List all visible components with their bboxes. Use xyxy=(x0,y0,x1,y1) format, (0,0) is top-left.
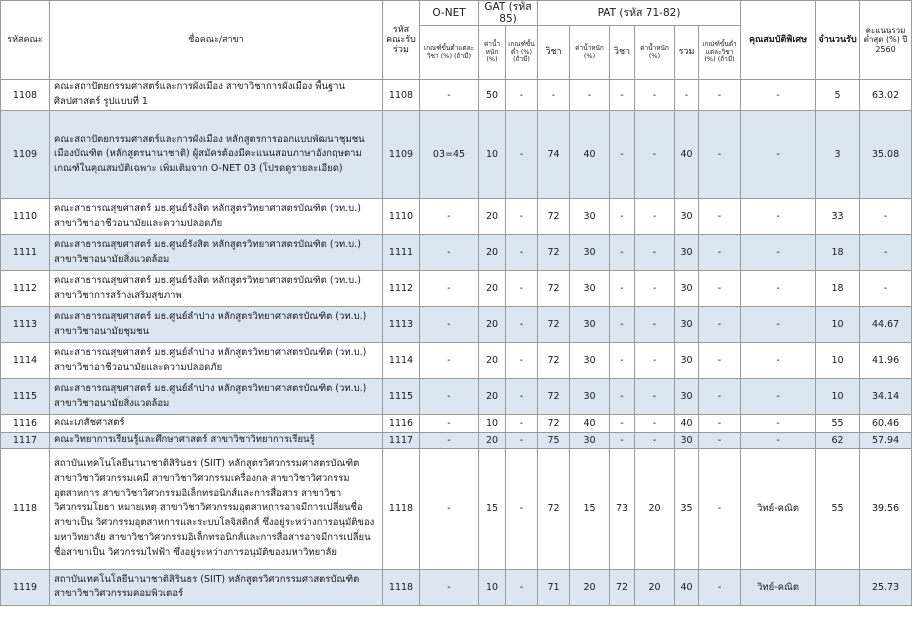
cell-gat-min: - xyxy=(506,307,538,343)
cell-pat-weight-1: 30 xyxy=(570,343,610,379)
cell-pat-total: 30 xyxy=(675,235,699,271)
cell-gat-weight: 20 xyxy=(479,235,506,271)
cell-pat-subject-1: 72 xyxy=(538,379,570,415)
cell-pat-weight-1: 30 xyxy=(570,433,610,449)
cell-pat-weight-2: - xyxy=(635,111,675,199)
cell-pat-min: - xyxy=(699,379,741,415)
cell-onet: - xyxy=(420,235,479,271)
cell-pat-subject-1: 72 xyxy=(538,307,570,343)
cell-pat-weight-2: - xyxy=(635,235,675,271)
cell-name: คณะสาธารณสุขศาสตร์ มธ.ศูนย์ลำปาง หลักสูตรวิทยาศาสตรบัณฑิต (วท.บ.) สาขาวิชาอนามัยสิ่งแวดล้อม xyxy=(50,379,383,415)
table-row xyxy=(1,271,912,307)
cell-quota: 18 xyxy=(816,271,860,307)
cell-pat-total: 35 xyxy=(675,448,699,569)
header-quota: จำนวนรับ xyxy=(816,1,860,80)
cell-pat-total: 30 xyxy=(675,307,699,343)
cell-pat-total: 30 xyxy=(675,379,699,415)
cell-pat-weight-2: - xyxy=(635,307,675,343)
cell-name: คณะสถาปัตยกรรมศาสตร์และการผังเมือง สาขาวิชาการผังเมือง พื้นฐานศิลปศาสตร์ รูปแบบที่ 1 xyxy=(50,80,383,111)
cell-pat-weight-1: 30 xyxy=(570,307,610,343)
cell-pat-total: - xyxy=(675,80,699,111)
cell-onet: 03=45 xyxy=(420,111,479,199)
cell-special: - xyxy=(741,271,816,307)
cell-code: 1118 xyxy=(1,448,50,569)
cell-combined-code: 1112 xyxy=(383,271,420,307)
cell-pat-subject-1: 74 xyxy=(538,111,570,199)
table-row xyxy=(1,343,912,379)
cell-quota: 10 xyxy=(816,343,860,379)
cell-gat-min: - xyxy=(506,235,538,271)
cell-combined-code: 1111 xyxy=(383,235,420,271)
cell-quota: 10 xyxy=(816,307,860,343)
cell-onet: - xyxy=(420,80,479,111)
cell-onet: - xyxy=(420,569,479,605)
cell-gat-weight: 20 xyxy=(479,199,506,235)
cell-onet: - xyxy=(420,199,479,235)
cell-gat-weight: 15 xyxy=(479,448,506,569)
cell-code: 1109 xyxy=(1,111,50,199)
cell-name: สถาบันเทคโนโลยีนานาชาติสิรินธร (SIIT) หลักสูตรวิศวกรรมศาสตรบัณฑิตสาขาวิชาวิศวกรรมคอมพิวเตอร์ xyxy=(50,569,383,605)
cell-min-score: - xyxy=(860,199,912,235)
cell-gat-weight: 10 xyxy=(479,569,506,605)
cell-combined-code: 1110 xyxy=(383,199,420,235)
cell-pat-total: 40 xyxy=(675,111,699,199)
table-row xyxy=(1,307,912,343)
cell-gat-min: - xyxy=(506,433,538,449)
cell-code: 1115 xyxy=(1,379,50,415)
cell-special: - xyxy=(741,235,816,271)
cell-name: คณะสาธารณสุขศาสตร์ มธ.ศูนย์รังสิต หลักสูตรวิทยาศาสตรบัณฑิต (วท.บ.) สาขาวิชาอาชีวอนามัยและความปลอดภัย xyxy=(50,199,383,235)
cell-combined-code: 1109 xyxy=(383,111,420,199)
cell-onet: - xyxy=(420,415,479,433)
cell-name: คณะสาธารณสุขศาสตร์ มธ.ศูนย์รังสิต หลักสูตรวิทยาศาสตรบัณฑิต (วท.บ.) สาขาวิชาอนามัยสิ่งแวดล้อม xyxy=(50,235,383,271)
cell-quota: 10 xyxy=(816,379,860,415)
cell-combined-code: 1114 xyxy=(383,343,420,379)
cell-pat-min: - xyxy=(699,343,741,379)
table-row xyxy=(1,199,912,235)
header-pat-min: เกณฑ์ขั้นต่ำแต่ละวิชา (%) (ถ้ามี) xyxy=(699,26,741,80)
cell-gat-weight: 20 xyxy=(479,379,506,415)
cell-code: 1112 xyxy=(1,271,50,307)
cell-quota: 3 xyxy=(816,111,860,199)
header-pat-subject-1: วิชา xyxy=(538,26,570,80)
cell-pat-subject-1: - xyxy=(538,80,570,111)
cell-special: - xyxy=(741,199,816,235)
cell-min-score: - xyxy=(860,235,912,271)
cell-pat-total: 30 xyxy=(675,199,699,235)
cell-pat-subject-2: - xyxy=(610,343,635,379)
cell-pat-subject-2: - xyxy=(610,415,635,433)
cell-pat-min: - xyxy=(699,433,741,449)
cell-pat-subject-1: 72 xyxy=(538,415,570,433)
table-row xyxy=(1,569,912,605)
cell-code: 1119 xyxy=(1,569,50,605)
header-pat-subject-2: วิชา xyxy=(610,26,635,80)
cell-name: คณะวิทยาการเรียนรู้และศึกษาศาสตร์ สาขาวิชาวิทยาการเรียนรู้ xyxy=(50,433,383,449)
cell-pat-total: 40 xyxy=(675,415,699,433)
cell-pat-subject-2: - xyxy=(610,271,635,307)
cell-special: วิทย์-คณิต xyxy=(741,448,816,569)
cell-code: 1111 xyxy=(1,235,50,271)
cell-gat-min: - xyxy=(506,415,538,433)
cell-special: - xyxy=(741,111,816,199)
cell-special: - xyxy=(741,415,816,433)
cell-name: สถาบันเทคโนโลยีนานาชาติสิรินธร (SIIT) หลักสูตรวิศวกรรมศาสตรบัณฑิต สาขาวิชาวิศวกรรมเคมี สาขาวิชาวิศวกรรมเครื่องกล สาขาวิชาวิศวกรรมอุตสาหการ สาขาวิชาวิศวกรรมอิเล็กทรอนิกส์และการสื่อสาร สาขาวิชาวิศวกรรมโยธา หมายเหตุ สาขาวิชาวิศวกรรมอุตสาหการอาจมีการเปลี่ยนชื่อสาขาเป็น วิศวกรรมอุตสาหการและระบบโลจิสติกส์ ซึ่งอยู่ระหว่างการอนุมัติของมหาวิทยาลัย สาขาวิชาวิศวกรรมอิเล็กทรอนิกส์และการสื่อสารอาจมีการเปลี่ยนชื่อสาขาเป็น วิศวกรรมไฟฟ้า ซึ่งอยู่ระหว่างการอนุมัติของมหาวิทยาลัย xyxy=(50,448,383,569)
cell-pat-subject-1: 72 xyxy=(538,199,570,235)
cell-gat-min: - xyxy=(506,343,538,379)
cell-pat-subject-1: 75 xyxy=(538,433,570,449)
cell-pat-min: - xyxy=(699,448,741,569)
table-row xyxy=(1,235,912,271)
cell-min-score: 35.08 xyxy=(860,111,912,199)
cell-pat-subject-2: 73 xyxy=(610,448,635,569)
cell-code: 1114 xyxy=(1,343,50,379)
cell-pat-subject-1: 72 xyxy=(538,448,570,569)
cell-min-score: 41.96 xyxy=(860,343,912,379)
cell-gat-weight: 20 xyxy=(479,271,506,307)
cell-gat-weight: 20 xyxy=(479,433,506,449)
table-row xyxy=(1,415,912,433)
cell-pat-subject-1: 71 xyxy=(538,569,570,605)
cell-onet: - xyxy=(420,379,479,415)
header-min-score: คะแนนรวมต่ำสุด (%) ปี 2560 xyxy=(860,1,912,80)
cell-gat-min: - xyxy=(506,271,538,307)
cell-pat-weight-1: 15 xyxy=(570,448,610,569)
cell-pat-subject-2: - xyxy=(610,80,635,111)
cell-special: วิทย์-คณิต xyxy=(741,569,816,605)
cell-pat-subject-1: 72 xyxy=(538,271,570,307)
cell-quota: 55 xyxy=(816,415,860,433)
cell-pat-total: 30 xyxy=(675,433,699,449)
cell-code: 1116 xyxy=(1,415,50,433)
cell-pat-weight-1: 30 xyxy=(570,271,610,307)
header-pat-weight-2: ค่าน้ำหนัก (%) xyxy=(635,26,675,80)
cell-pat-subject-2: - xyxy=(610,199,635,235)
cell-onet: - xyxy=(420,448,479,569)
cell-gat-weight: 10 xyxy=(479,415,506,433)
cell-quota: 18 xyxy=(816,235,860,271)
cell-name: คณะสาธารณสุขศาสตร์ มธ.ศูนย์ลำปาง หลักสูตรวิทยาศาสตรบัณฑิต (วท.บ.) สาขาวิชาอนามัยชุมชน xyxy=(50,307,383,343)
cell-quota xyxy=(816,569,860,605)
cell-pat-weight-2: - xyxy=(635,271,675,307)
cell-special: - xyxy=(741,433,816,449)
header-pat-weight-1: ค่าน้ำหนัก (%) xyxy=(570,26,610,80)
cell-code: 1108 xyxy=(1,80,50,111)
cell-gat-weight: 20 xyxy=(479,343,506,379)
cell-combined-code: 1115 xyxy=(383,379,420,415)
table-row xyxy=(1,111,912,199)
cell-code: 1113 xyxy=(1,307,50,343)
cell-gat-min: - xyxy=(506,569,538,605)
cell-name: คณะสาธารณสุขศาสตร์ มธ.ศูนย์ลำปาง หลักสูตรวิทยาศาสตรบัณฑิต (วท.บ.) สาขาวิชาอาชีวอนามัยและความปลอดภัย xyxy=(50,343,383,379)
cell-pat-weight-1: 40 xyxy=(570,111,610,199)
header-pat: PAT (รหัส 71-82) xyxy=(538,1,741,26)
table-row xyxy=(1,448,912,569)
header-onet: O-NET xyxy=(420,1,479,26)
header-gat: GAT (รหัส 85) xyxy=(479,1,538,26)
cell-special: - xyxy=(741,307,816,343)
cell-combined-code: 1117 xyxy=(383,433,420,449)
cell-pat-subject-1: 72 xyxy=(538,235,570,271)
cell-pat-total: 40 xyxy=(675,569,699,605)
cell-pat-total: 30 xyxy=(675,343,699,379)
cell-min-score: 34.14 xyxy=(860,379,912,415)
cell-pat-subject-2: - xyxy=(610,235,635,271)
table-row xyxy=(1,80,912,111)
cell-combined-code: 1118 xyxy=(383,569,420,605)
header-combined-code: รหัสคณะรับร่วม xyxy=(383,1,420,80)
table-row xyxy=(1,379,912,415)
cell-pat-subject-2: 72 xyxy=(610,569,635,605)
cell-pat-weight-1: 30 xyxy=(570,199,610,235)
cell-special: - xyxy=(741,343,816,379)
cell-name: คณะเภสัชศาสตร์ xyxy=(50,415,383,433)
cell-onet: - xyxy=(420,307,479,343)
cell-pat-subject-2: - xyxy=(610,307,635,343)
cell-combined-code: 1113 xyxy=(383,307,420,343)
cell-pat-weight-2: - xyxy=(635,379,675,415)
cell-min-score: 44.67 xyxy=(860,307,912,343)
cell-quota: 33 xyxy=(816,199,860,235)
cell-code: 1117 xyxy=(1,433,50,449)
header-faculty-code: รหัสคณะ xyxy=(1,1,50,80)
cell-min-score: 63.02 xyxy=(860,80,912,111)
cell-pat-min: - xyxy=(699,569,741,605)
cell-gat-weight: 10 xyxy=(479,111,506,199)
cell-combined-code: 1118 xyxy=(383,448,420,569)
cell-pat-min: - xyxy=(699,415,741,433)
table-row xyxy=(1,433,912,449)
cell-name: คณะสาธารณสุขศาสตร์ มธ.ศูนย์รังสิต หลักสูตรวิทยาศาสตรบัณฑิต (วท.บ.) สาขาวิชาการสร้างเสริมสุขภาพ xyxy=(50,271,383,307)
cell-pat-weight-1: 40 xyxy=(570,415,610,433)
cell-pat-min: - xyxy=(699,199,741,235)
cell-combined-code: 1108 xyxy=(383,80,420,111)
cell-pat-weight-2: 20 xyxy=(635,569,675,605)
header-gat-min: เกณฑ์ขั้นต่ำ (%) (ถ้ามี) xyxy=(506,26,538,80)
header-pat-total: รวม xyxy=(675,26,699,80)
cell-special: - xyxy=(741,379,816,415)
cell-pat-weight-2: - xyxy=(635,80,675,111)
cell-pat-subject-2: - xyxy=(610,379,635,415)
header-special: คุณสมบัติพิเศษ xyxy=(741,1,816,80)
cell-pat-subject-1: 72 xyxy=(538,343,570,379)
cell-pat-total: 30 xyxy=(675,271,699,307)
cell-onet: - xyxy=(420,343,479,379)
cell-pat-min: - xyxy=(699,111,741,199)
cell-pat-weight-1: 30 xyxy=(570,379,610,415)
cell-name: คณะสถาปัตยกรรมศาสตร์และการผังเมือง หลักสูตรการออกแบบพัฒนาชุมชนเมืองบัณฑิต (หลักสูตรนานาชาติ) ผู้สมัครต้องมีคะแนนสอบภาษาอังกฤษตามเกณฑ์ในคุณสมบัติเฉพาะ เพิ่มเติมจาก O-NET 03 (โปรดดูรายละเอียด) xyxy=(50,111,383,199)
cell-min-score: 57.94 xyxy=(860,433,912,449)
cell-pat-min: - xyxy=(699,307,741,343)
cell-pat-subject-2: - xyxy=(610,111,635,199)
cell-pat-weight-2: - xyxy=(635,343,675,379)
cell-onet: - xyxy=(420,433,479,449)
cell-gat-weight: 50 xyxy=(479,80,506,111)
cell-gat-min: - xyxy=(506,199,538,235)
cell-min-score: 39.56 xyxy=(860,448,912,569)
cell-pat-subject-2: - xyxy=(610,433,635,449)
cell-pat-weight-2: 20 xyxy=(635,448,675,569)
cell-quota: 5 xyxy=(816,80,860,111)
cell-gat-weight: 20 xyxy=(479,307,506,343)
cell-pat-min: - xyxy=(699,271,741,307)
cell-pat-weight-2: - xyxy=(635,199,675,235)
cell-gat-min: - xyxy=(506,379,538,415)
cell-gat-min: - xyxy=(506,111,538,199)
cell-min-score: - xyxy=(860,271,912,307)
cell-pat-weight-1: - xyxy=(570,80,610,111)
header-faculty-name: ชื่อคณะ/สาขา xyxy=(50,1,383,80)
cell-pat-weight-1: 30 xyxy=(570,235,610,271)
cell-combined-code: 1116 xyxy=(383,415,420,433)
cell-pat-weight-2: - xyxy=(635,415,675,433)
header-onet-min: เกณฑ์ขั้นต่ำแต่ละวิชา (%) (ถ้ามี) xyxy=(420,26,479,80)
cell-pat-weight-2: - xyxy=(635,433,675,449)
header-gat-weight: ค่าน้ำหนัก (%) xyxy=(479,26,506,80)
table-body xyxy=(1,80,912,606)
cell-pat-weight-1: 20 xyxy=(570,569,610,605)
cell-quota: 55 xyxy=(816,448,860,569)
cell-min-score: 60.46 xyxy=(860,415,912,433)
cell-pat-min: - xyxy=(699,80,741,111)
cell-code: 1110 xyxy=(1,199,50,235)
cell-gat-min: - xyxy=(506,80,538,111)
cell-gat-min: - xyxy=(506,448,538,569)
cell-pat-min: - xyxy=(699,235,741,271)
cell-min-score: 25.73 xyxy=(860,569,912,605)
cell-quota: 62 xyxy=(816,433,860,449)
cell-special: - xyxy=(741,80,816,111)
cell-onet: - xyxy=(420,271,479,307)
